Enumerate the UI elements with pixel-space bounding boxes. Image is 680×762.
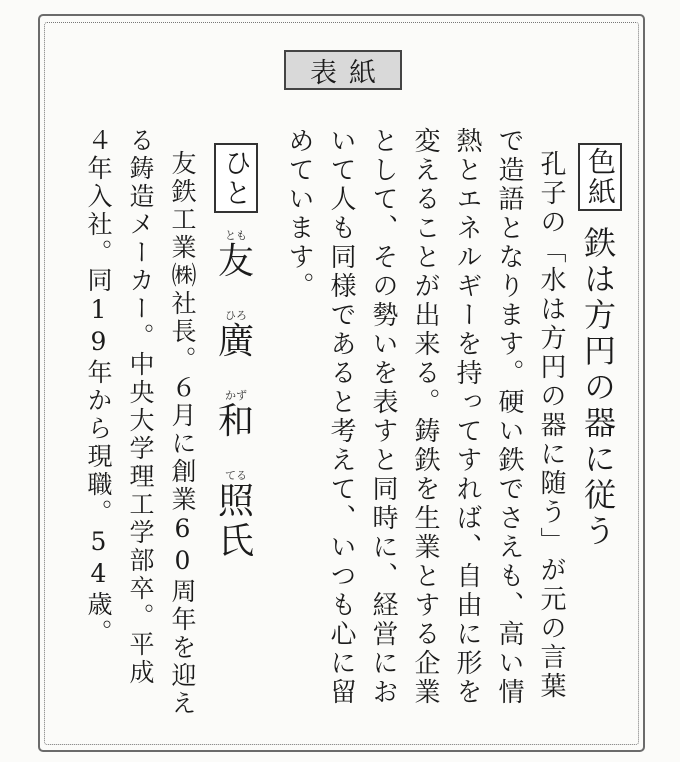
name-ruby-2: ひろ [225, 309, 247, 322]
name-char-1: 友 [218, 241, 255, 282]
shikishi-text-col-4: 変えることが出来る。鋳鉄を生業とする企業 [410, 127, 440, 707]
name-ruby-1: とも [225, 229, 247, 242]
person-bio-col-2: る鋳造メーカー。中央大学理工学部卒。平成 [126, 127, 155, 687]
name-char-3: 和 [218, 401, 255, 442]
page-heading: 表紙 [284, 50, 402, 90]
name-char-2: 廣 [218, 321, 255, 362]
person-label: ひと [214, 143, 258, 213]
name-char-4: 照 [218, 481, 255, 522]
shikishi-label: 色紙 [578, 143, 622, 211]
name-ruby-3: かず [225, 389, 247, 402]
name-char-5: 氏 [218, 521, 255, 562]
shikishi-text-col-7: めています。 [284, 127, 314, 301]
shikishi-title: 鉄は方円の器に従う [579, 226, 617, 550]
shikishi-text-col-1: 孔子の「水は方円の器に随う」が元の言葉 [536, 150, 566, 701]
shikishi-text-col-5: として、その勢いを表すと同時に、経営にお [368, 127, 398, 707]
name-ruby-4: てる [225, 469, 247, 482]
shikishi-text-col-6: いて人も同様であると考えて、いつも心に留 [326, 127, 356, 707]
person-bio-col-1: 友鉄工業㈱社長。６月に創業60周年を迎え [168, 150, 197, 718]
person-bio-col-3: ４年入社。同19年から現職。54歳。 [84, 127, 113, 647]
shikishi-text-col-3: 熱とエネルギーを持ってすれば、自由に形を [452, 127, 482, 707]
shikishi-text-col-2: で造語となります。硬い鉄でさえも、高い情 [494, 127, 524, 707]
